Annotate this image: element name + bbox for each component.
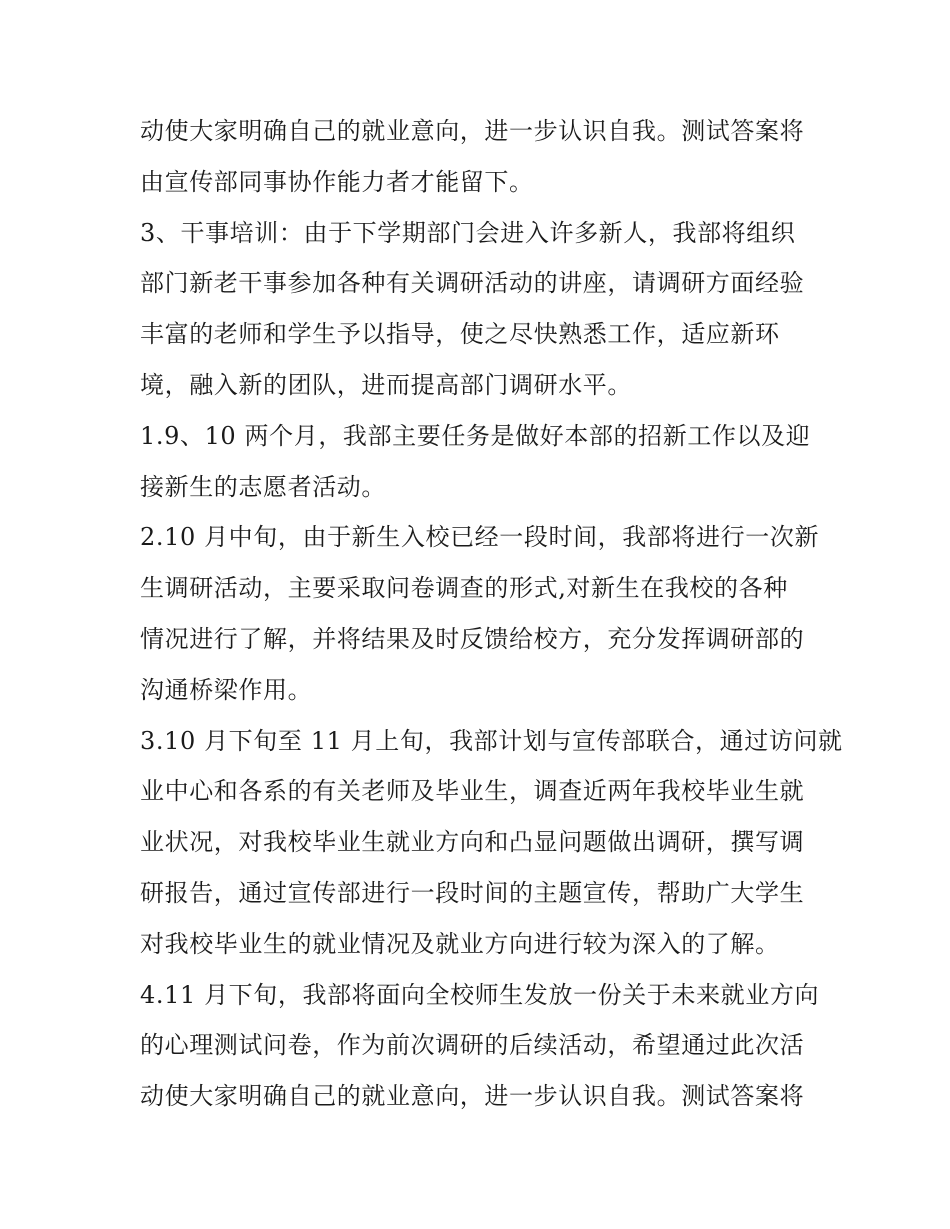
text-line: 的心理测试问卷，作为前次调研的后续活动，希望通过此次活 bbox=[140, 1031, 805, 1060]
text-line: 境，融入新的团队，进而提高部门调研水平。 bbox=[140, 370, 632, 399]
text-line: 接新生的志愿者活动。 bbox=[140, 472, 386, 501]
text-line: 情况进行了解，并将结果及时反馈给校方，充分发挥调研部的 bbox=[140, 624, 805, 653]
text-line: 动使大家明确自己的就业意向，进一步认识自我。测试答案将 bbox=[140, 117, 805, 145]
text-line: 4.11 月下旬，我部将面向全校师生发放一份关于未来就业方向 bbox=[140, 980, 820, 1009]
text-line: 3.10 月下旬至 11 月上旬，我部计划与宣传部联合，通过访问就 bbox=[140, 726, 843, 755]
text-line: 动使大家明确自己的就业意向，进一步认识自我。测试答案将 bbox=[140, 1082, 805, 1111]
text-line: 2.10 月中旬，由于新生入校已经一段时间，我部将进行一次新 bbox=[140, 523, 820, 552]
text-line: 1.9、10 两个月，我部主要任务是做好本部的招新工作以及迎 bbox=[140, 421, 811, 450]
text-line: 3、干事培训：由于下学期部门会进入许多新人，我部将组织 bbox=[140, 218, 796, 247]
text-line: 研报告，通过宣传部进行一段时间的主题宣传，帮助广大学生 bbox=[140, 878, 805, 907]
document-body bbox=[140, 106, 843, 1122]
text-line: 业中心和各系的有关老师及毕业生，调查近两年我校毕业生就 bbox=[140, 777, 805, 806]
text-line: 生调研活动，主要采取问卷调查的形式,对新生在我校的各种 bbox=[140, 574, 788, 603]
text-line: 部门新老干事参加各种有关调研活动的讲座，请调研方面经验 bbox=[140, 269, 805, 298]
text-line: 丰富的老师和学生予以指导，使之尽快熟悉工作，适应新环 bbox=[140, 320, 780, 349]
text-line: 对我校毕业生的就业情况及就业方向进行较为深入的了解。 bbox=[140, 929, 780, 958]
text-line: 业状况，对我校毕业生就业方向和凸显问题做出调研，撰写调 bbox=[140, 828, 805, 857]
text-line: 由宣传部同事协作能力者才能留下。 bbox=[140, 167, 534, 196]
text-line: 沟通桥梁作用。 bbox=[140, 675, 313, 704]
